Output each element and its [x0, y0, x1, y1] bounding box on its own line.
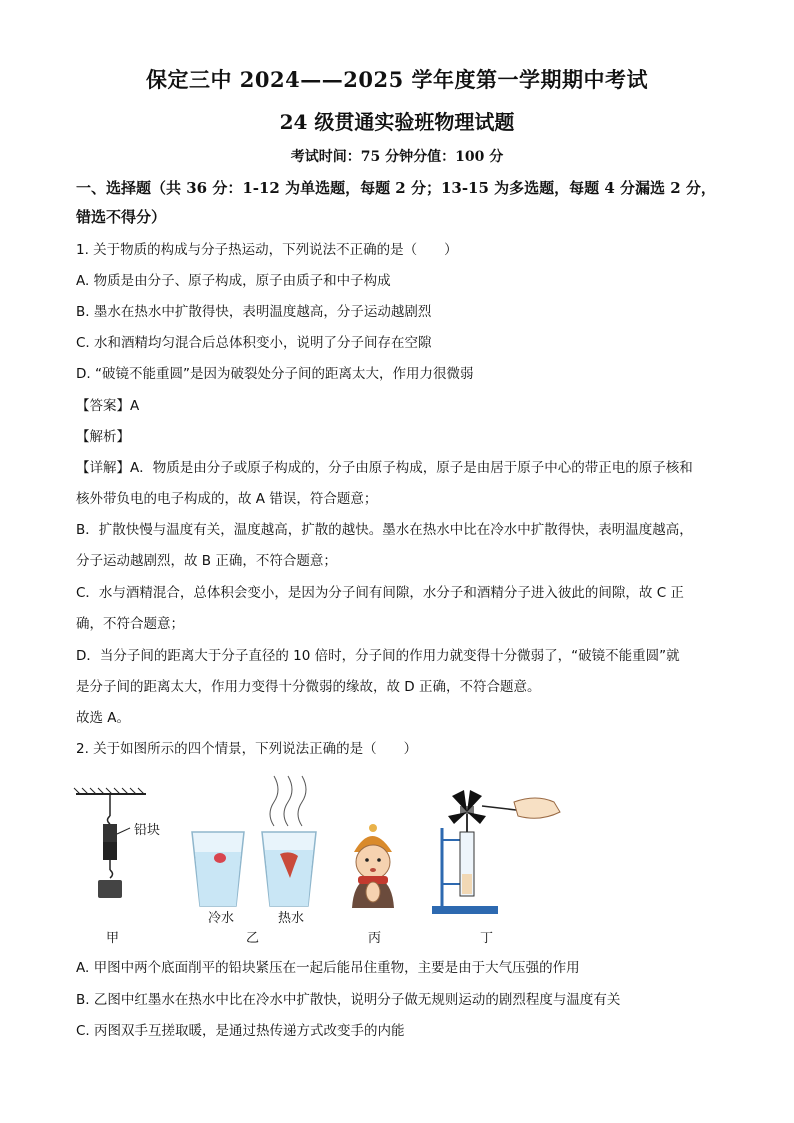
label-jia: 甲	[106, 931, 120, 946]
q1-explanation-line: 核外带负电的电子构成的，故 A 错误，符合题意；	[76, 491, 378, 507]
section-heading-cont: 错选不得分）	[76, 208, 167, 226]
q1-option-a: A. 物质是由分子、原子构成，原子由质子和中子构成	[76, 273, 391, 289]
label-bing: 丙	[368, 931, 382, 946]
q1-explanation-line: D．当分子间的距离大于分子直径的 10 倍时，分子间的作用力就变得十分微弱了，“破镜不能重圆”就	[76, 648, 680, 664]
q1-option-b: B. 墨水在热水中扩散得快，表明温度越高，分子运动越剧烈	[76, 304, 432, 320]
lead-block-label: 铅块	[134, 823, 161, 838]
q1-explanation-line: 分子运动越剧烈，故 B 正确，不符合题意；	[76, 553, 337, 569]
q1-explanation-line: 是分子间的距离太大，作用力变得十分微弱的缘故，故 D 正确，不符合题意。	[76, 679, 541, 695]
exam-title: 保定三中 2024——2025 学年度第一学期期中考试	[145, 67, 648, 92]
q1-analysis-label: 【解析】	[76, 429, 130, 445]
q2-option-b: B. 乙图中红墨水在热水中比在冷水中扩散快，说明分子做无规则运动的剧烈程度与温度有关	[76, 992, 621, 1008]
q2-option-c: C. 丙图双手互搓取暖，是通过热传递方式改变手的内能	[76, 1023, 405, 1039]
q1-explanation-line: 故选 A。	[76, 710, 131, 726]
q1-option-c: C. 水和酒精均匀混合后总体积变小，说明了分子间存在空隙	[76, 335, 432, 351]
q1-option-d: D. “破镜不能重圆”是因为破裂处分子间的距离太大，作用力很微弱	[76, 366, 474, 382]
exam-subtitle: 24 级贯通实验班物理试题	[279, 110, 515, 134]
hot-water-label: 热水	[278, 911, 305, 926]
q1-answer: 【答案】A	[76, 398, 140, 414]
q1-explanation-line: 确，不符合题意；	[76, 616, 184, 632]
figure-jia	[74, 788, 160, 946]
q1-explanation-line: B．扩散快慢与温度有关，温度越高，扩散的越快。墨水在热水中比在冷水中扩散得快，表明温度越高，	[76, 522, 693, 538]
figure-bing	[352, 824, 394, 946]
label-ding: 丁	[480, 931, 494, 946]
label-yi: 乙	[246, 931, 260, 946]
cold-water-label: 冷水	[208, 911, 235, 926]
q1-explanation-line: 【详解】A．物质是由分子或原子构成的，分子由原子构成，原子是由居于原子中心的带正电的原子核和	[76, 460, 693, 476]
figure-yi	[192, 776, 316, 946]
q2-option-a: A. 甲图中两个底面削平的铅块紧压在一起后能吊住重物，主要是由于大气压强的作用	[76, 960, 580, 976]
exam-info: 考试时间：75 分钟分值：100 分	[290, 149, 504, 165]
section-heading: 一、选择题（共 36 分：1-12 为单选题，每题 2 分；13-15 为多选题，每题 4 分漏选 2 分，	[76, 179, 716, 197]
figure-ding	[432, 790, 560, 946]
q1-explanation-line: C．水与酒精混合，总体积会变小，是因为分子间有间隙，水分子和酒精分子进入彼此的间隙，故 C 正	[76, 585, 684, 601]
q2-stem: 2. 关于如图所示的四个情景，下列说法正确的是（ ）	[76, 741, 418, 757]
q1-stem: 1. 关于物质的构成与分子热运动，下列说法不正确的是（ ）	[76, 242, 458, 258]
q2-figure	[70, 766, 570, 952]
